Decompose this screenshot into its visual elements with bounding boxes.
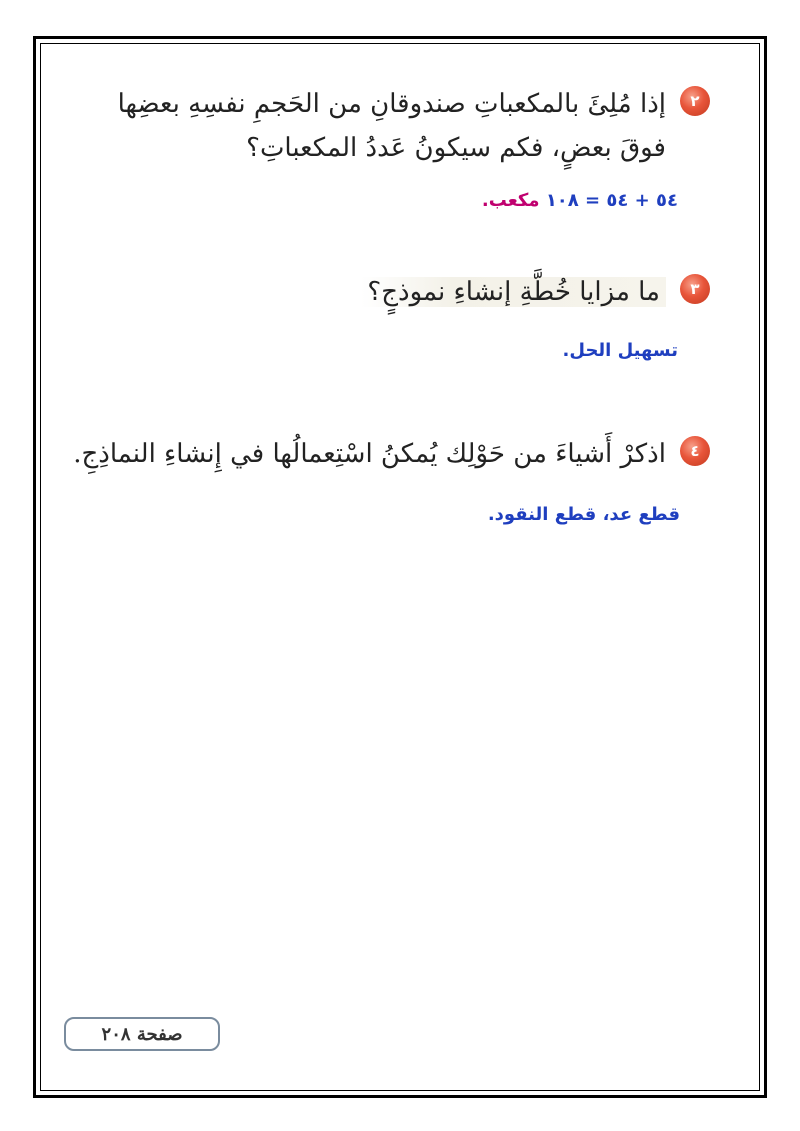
answer-equation: ٥٤ + ٥٤ = ١٠٨ (545, 190, 678, 211)
question-text: اذكرْ أَشياءَ من حَوْلِك يُمكنُ اسْتِعمالُها في إِنشاءِ النماذِجِ. (73, 439, 666, 469)
page-number-badge: صفحة ٢٠٨ (64, 1017, 220, 1051)
question-2 (86, 82, 710, 170)
answer-2 (482, 190, 678, 211)
question-number-badge: ٣ (680, 274, 710, 304)
answer-3: تسهيل الحل. (562, 340, 678, 361)
question-number-badge: ٢ (680, 86, 710, 116)
question-text: إذا مُلِئَ بالمكعباتِ صندوقانِ من الحَجمِ نفسِهِ بعضِها فوقَ بعضٍ، فكم سيكونُ عَددُ المكعباتِ؟ (117, 89, 666, 163)
question-3 (361, 270, 710, 314)
question-number-badge: ٤ (680, 436, 710, 466)
question-4 (73, 432, 710, 476)
question-text-wrap (361, 270, 666, 314)
question-text: ما مزايا خُطَّةِ إنشاءِ نموذجٍ؟ (361, 277, 666, 307)
answer-4: قطع عد، قطع النقود. (487, 504, 680, 525)
answer-unit: مكعب. (481, 190, 540, 211)
